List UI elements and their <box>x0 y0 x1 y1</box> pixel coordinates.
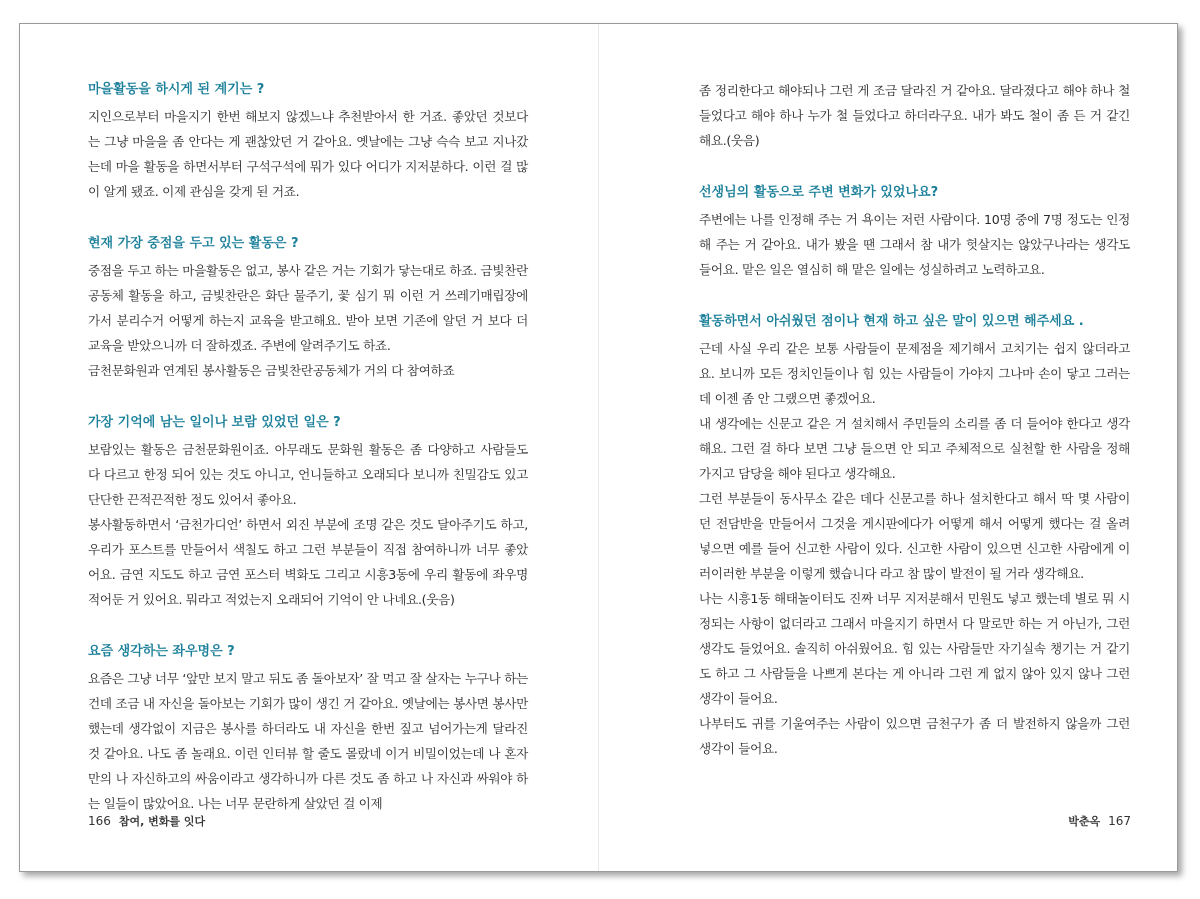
question-heading: 활동하면서 아쉬웠던 점이나 현재 하고 싶은 말이 있으면 해주세요 . <box>699 314 1084 329</box>
left-page <box>20 24 598 871</box>
qa-section <box>88 78 528 204</box>
left-page-content <box>88 78 528 844</box>
answer-paragraph: 근데 사실 우리 같은 보통 사람들이 문제점을 제기해서 고치기는 쉽지 않더라고요. 보니까 모든 정치인들이나 힘 있는 사람들이 가야지 그나마 손이 닿고 그러는데 이젠 좀 안 그랬으면 좋겠어요. <box>699 341 1130 406</box>
answer-paragraph: 지인으로부터 마을지기 한번 해보지 않겠느냐 추천받아서 한 거죠. 좋았던 것보다는 그냥 마을을 좀 안다는 게 괜찮았던 거 같아요. 옛날에는 그냥 슥슥 보고 지나갔는데 마을 활동을 하면서부터 구석구석에 뭐가 있다 어디가 지저분하다. 이런 걸 많이 알게 됐죠. 이제 관심을 갖게 된 거죠. <box>88 109 528 199</box>
answer-paragraph: 나부터도 귀를 기울여주는 사람이 있으면 금천구가 좀 더 발전하지 않을까 그런 생각이 들어요. <box>699 716 1130 756</box>
answer-paragraph: 내 생각에는 신문고 같은 거 설치해서 주민들의 소리를 좀 더 들어야 한다고 생각해요. 그런 걸 하다 보면 그냥 들으면 안 되고 주체적으로 실천할 한 사람을 정해가지고 담당을 해야 된다고 생각해요. <box>699 416 1130 481</box>
book-title: 참여, 변화를 잇다 <box>118 815 206 828</box>
answer-paragraph: 좀 정리한다고 해야되나 그런 게 조금 달라진 거 같아요. 달라졌다고 해야 하나 철 들었다고 해야 하나 누가 철 들었다고 하더라구요. 내가 봐도 철이 좀 든 거 같긴 해요.(웃음) <box>699 83 1130 148</box>
question-heading: 선생님의 활동으로 주변 변화가 있었나요? <box>699 185 939 200</box>
left-page-footer <box>88 813 205 830</box>
question-heading: 현재 가장 중점을 두고 있는 활동은 ? <box>88 236 299 251</box>
continued-section <box>699 78 1130 153</box>
author-name: 박춘옥 <box>1068 815 1101 828</box>
right-page-content <box>699 78 1130 789</box>
answer-paragraph: 금천문화원과 연계된 봉사활동은 금빛찬란공동체가 거의 다 참여하죠 <box>88 363 455 378</box>
qa-section <box>699 310 1130 761</box>
page-number: 167 <box>1108 814 1131 828</box>
question-heading: 마을활동을 하시게 된 계기는 ? <box>88 82 265 97</box>
answer-paragraph: 주변에는 나를 인정해 주는 거 욕이는 저런 사람이다. 10명 중에 7명 정도는 인정해 주는 거 같아요. 내가 봤을 땐 그래서 참 내가 헛살지는 않았구나라는 생각도 들어요. 맡은 일은 열심히 해 맡은 일에는 성실하려고 노력하고요. <box>699 212 1130 277</box>
qa-section <box>88 411 528 612</box>
answer-paragraph: 요즘은 그냥 너무 ‘앞만 보지 말고 뒤도 좀 돌아보자’ 잘 먹고 잘 살자는 누구나 하는 건데 조금 내 자신을 돌아보는 기회가 많이 생긴 거 같아요. 옛날에는 봉사면 봉사만 했는데 생각없이 지금은 봉사를 하더라도 내 자신을 한번 짚고 넘어가는게 달라진 것 같아요. 나도 좀 놀래요. 이런 인터뷰 할 줄도 몰랐네 이거 비밀이었는데 나 혼자만의 나 자신하고의 싸움이라고 생각하니까 다른 것도 좀 하고 나 자신과 싸워야 하는 일들이 많았어요. 나는 너무 문란하게 살았던 걸 이제 <box>88 671 528 811</box>
answer-paragraph: 보람있는 활동은 금천문화원이죠. 아무래도 문화원 활동은 좀 다양하고 사람들도 다 다르고 한정 되어 있는 것도 아니고, 언니들하고 오래되다 보니까 친밀감도 있고 단단한 끈적끈적한 정도 있어서 좋아요. <box>88 442 528 507</box>
book-spread <box>19 23 1178 872</box>
qa-section <box>88 232 528 383</box>
page-number: 166 <box>88 814 111 828</box>
question-heading: 요즘 생각하는 좌우명은 ? <box>88 644 235 659</box>
answer-paragraph: 나는 시흥1동 해태놀이터도 진짜 너무 지저분해서 민원도 넣고 했는데 별로 뭐 시정되는 사항이 없더라고 그래서 마을지기 하면서 다 말로만 하는 거 아닌가, 그런 생각도 들었어요. 솔직히 아쉬웠어요. 힘 있는 사람들만 자기실속 챙기는 거 같기도 하고 그 사람들을 나쁘게 본다는 게 아니라 그런 게 없지 않아 있지 않나 그런 생각이 들어요. <box>699 591 1130 706</box>
qa-section <box>699 181 1130 282</box>
question-heading: 가장 기억에 남는 일이나 보람 있었던 일은 ? <box>88 415 341 430</box>
right-page-footer <box>1068 813 1131 830</box>
qa-section <box>88 640 528 816</box>
answer-paragraph: 중점을 두고 하는 마을활동은 없고, 봉사 같은 거는 기회가 닿는대로 하죠. 금빛찬란 공동체 활동을 하고, 금빛찬란은 화단 물주기, 꽃 심기 뭐 이런 거 쓰레기매립장에 가서 분리수거 어떻게 하는지 교육을 받고해요. 받아 보면 기존에 알던 거 보다 더 교육을 받았으니까 더 잘하겠죠. 주변에 알려주기도 하죠. <box>88 263 528 353</box>
right-page <box>599 24 1177 871</box>
answer-paragraph: 봉사활동하면서 ‘금천가디언’ 하면서 외진 부분에 조명 같은 것도 달아주기도 하고, 우리가 포스트를 만들어서 색칠도 하고 그런 부분들이 직접 참여하니까 너무 좋았어요. 금연 지도도 하고 금연 포스터 벽화도 그리고 시흥3동에 우리 활동에 좌우명 적어둔 거 있어요. 뭐라고 적었는지 오래되어 기억이 안 나네요.(웃음) <box>88 517 528 607</box>
answer-paragraph: 그런 부분들이 동사무소 같은 데다 신문고를 하나 설치한다고 해서 딱 몇 사람이던 전담반을 만들어서 그것을 게시판에다가 어떻게 해서 어떻게 했다는 걸 올려 넣으면 예를 들어 신고한 사람이 있다. 신고한 사람이 있으면 신고한 사람에게 이러이러한 부분을 이렇게 했습니다 라고 참 많이 발전이 될 거라 생각해요. <box>699 491 1130 581</box>
